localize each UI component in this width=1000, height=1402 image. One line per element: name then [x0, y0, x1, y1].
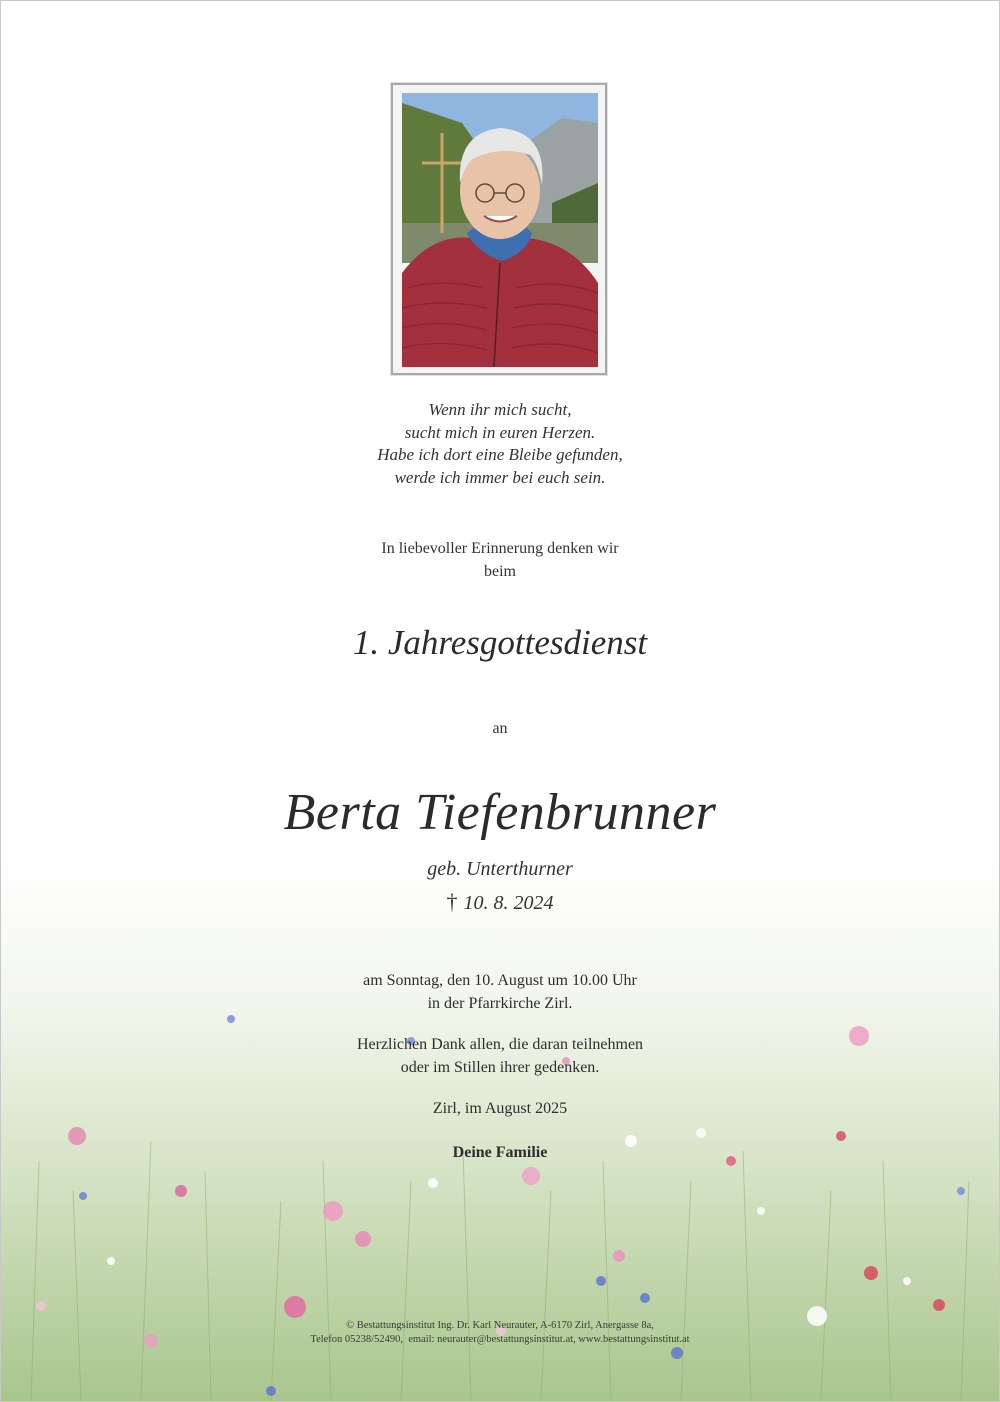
service-details — [1, 970, 999, 1015]
portrait-photo — [402, 93, 598, 367]
cross-icon: † — [446, 889, 458, 914]
poem-line: Habe ich dort eine Bleibe gefunden, — [377, 445, 623, 464]
poem-line: sucht mich in euren Herzen. — [404, 422, 596, 442]
family-signature: Deine Familie — [452, 1144, 548, 1161]
death-date-line — [1, 889, 999, 915]
details-line: am Sonntag, den 10. August um 10.00 Uhr — [363, 972, 637, 989]
thanks-line: Herzlichen Dank allen, die daran teilnehmen — [356, 1036, 644, 1053]
service-title: 1. Jahresgottesdienst — [352, 623, 648, 662]
thanks-line: oder im Stillen ihrer gedenken. — [400, 1058, 600, 1076]
funeral-home-imprint — [1, 1319, 999, 1347]
intro-line: beim — [484, 562, 516, 580]
poem-line: werde ich immer bei euch sein. — [394, 467, 606, 487]
imprint-line: Telefon 05238/52490, email: neurauter@bestattungsinstitut.at, www.bestattungsinstitut.at — [310, 1334, 690, 1345]
memorial-poem — [1, 399, 999, 489]
details-line: in der Pfarrkirche Zirl. — [427, 994, 573, 1012]
remembrance-intro — [1, 538, 999, 583]
deceased-name: Berta Tiefenbrunner — [283, 784, 717, 841]
portrait-photo-frame — [391, 83, 607, 375]
maiden-name: geb. Unterthurner — [427, 858, 573, 880]
death-date: 10. 8. 2024 — [463, 892, 554, 914]
imprint-line: © Bestattungsinstitut Ing. Dr. Karl Neurauter, A-6170 Zirl, Anergasse 8a, — [346, 1320, 654, 1331]
connector-word: an — [492, 720, 508, 737]
intro-line: In liebevoller Erinnerung denken wir — [381, 540, 619, 557]
thanks-text — [1, 1034, 999, 1079]
poem-line: Wenn ihr mich sucht, — [428, 400, 572, 419]
place-date: Zirl, im August 2025 — [432, 1100, 568, 1117]
